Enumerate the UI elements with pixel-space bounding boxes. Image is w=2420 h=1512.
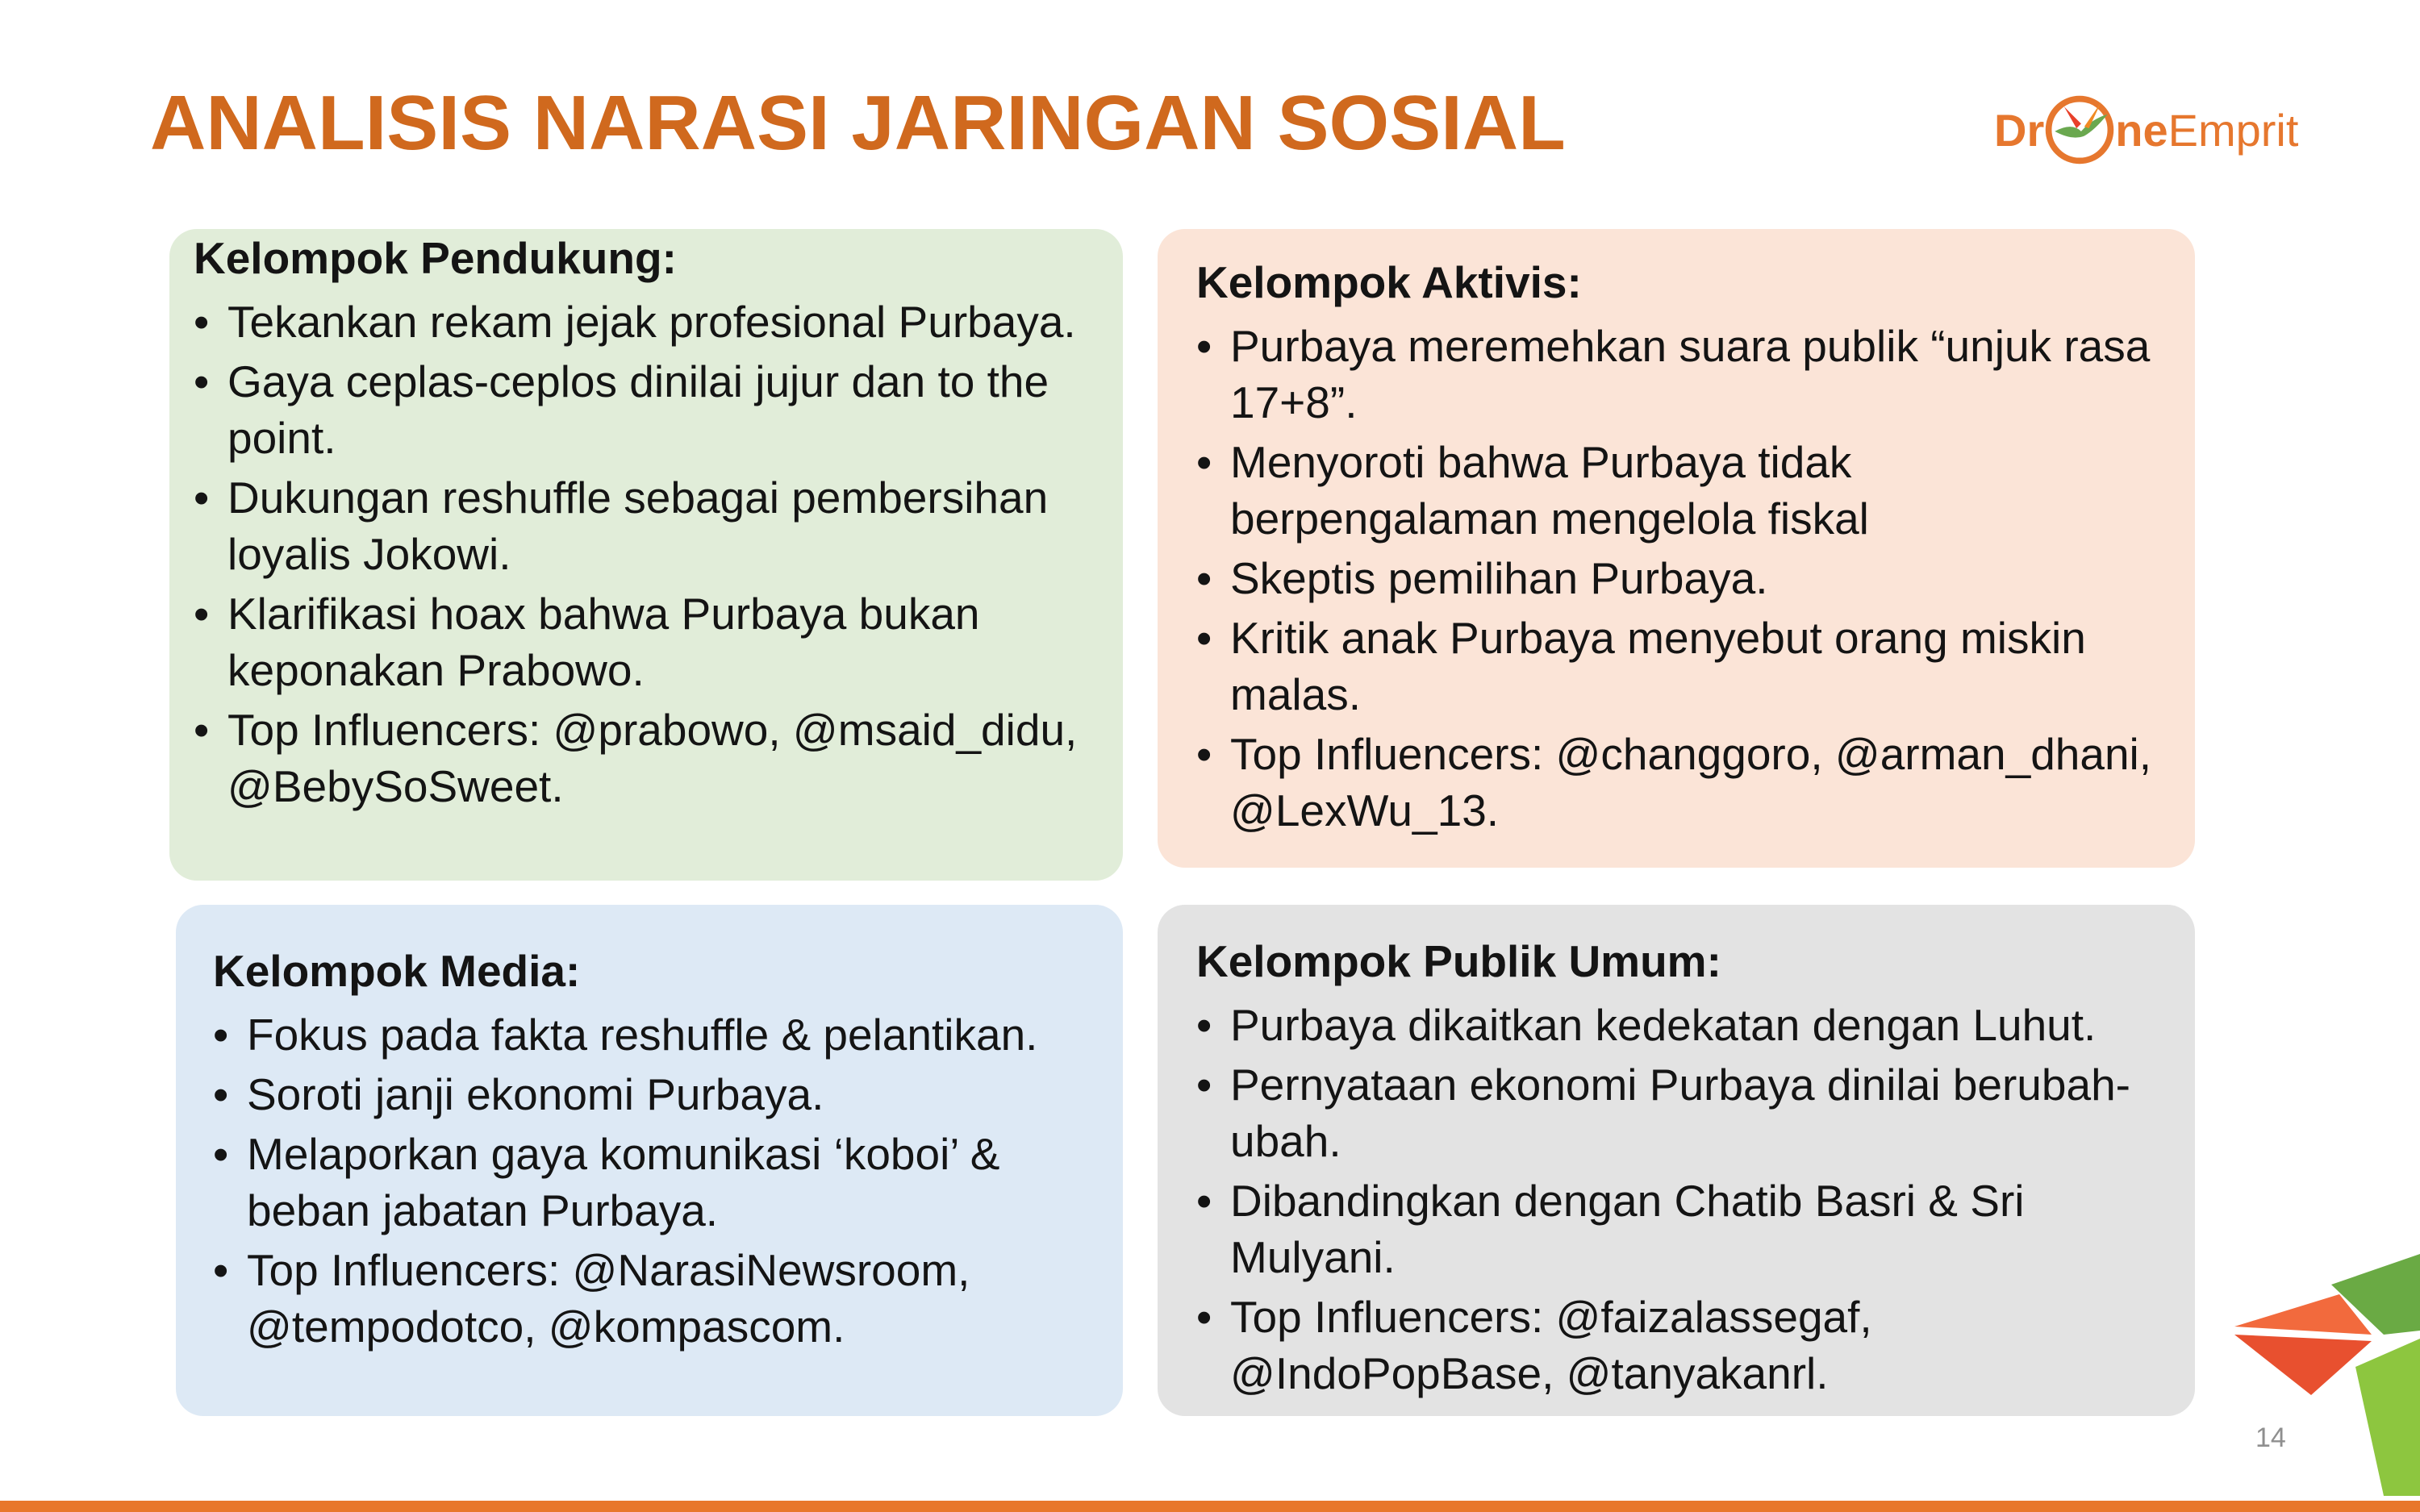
card-title: Kelompok Publik Umum: bbox=[1196, 936, 1721, 986]
list-item: • Dukungan reshuffle sebagai pembersihan loyalis Jokowi. bbox=[194, 469, 1107, 582]
list-item: • Top Influencers: @prabowo, @msaid_didu, @BebySoSweet. bbox=[194, 702, 1107, 814]
drone-emprit-bird-icon bbox=[2041, 91, 2118, 169]
list-item: • Tekankan rekam jejak profesional Purbaya. bbox=[194, 294, 1107, 350]
card-title: Kelompok Aktivis: bbox=[1196, 257, 1582, 307]
card-kelompok-aktivis bbox=[1158, 229, 2195, 868]
logo-text-dr: Dr bbox=[1994, 104, 2045, 156]
list-item: • Soroti janji ekonomi Purbaya. bbox=[213, 1066, 1107, 1123]
list-item: • Pernyataan ekonomi Purbaya dinilai berubah-ubah. bbox=[1196, 1056, 2163, 1169]
card-title: Kelompok Media: bbox=[213, 946, 581, 996]
list-item: • Purbaya dikaitkan kedekatan dengan Luhut. bbox=[1196, 997, 2163, 1053]
page-title: ANALISIS NARASI JARINGAN SOSIAL bbox=[150, 80, 1566, 166]
list-item: • Purbaya meremehkan suara publik “unjuk rasa 17+8”. bbox=[1196, 318, 2163, 431]
list-item: • Gaya ceplas-ceplos dinilai jujur dan to the point. bbox=[194, 353, 1107, 466]
list-item: • Melaporkan gaya komunikasi ‘koboi’ & beban jabatan Purbaya. bbox=[213, 1126, 1107, 1239]
list-item: • Dibandingkan dengan Chatib Basri & Sri Mulyani. bbox=[1196, 1173, 2163, 1285]
logo-text-ne: ne bbox=[2115, 104, 2168, 156]
drone-emprit-logo bbox=[1994, 85, 2298, 174]
card-kelompok-pendukung bbox=[169, 229, 1123, 881]
list-item: • Kritik anak Purbaya menyebut orang miskin malas. bbox=[1196, 610, 2163, 723]
list-item: • Menyoroti bahwa Purbaya tidak berpengalaman mengelola fiskal bbox=[1196, 434, 2163, 547]
page-number: 14 bbox=[2255, 1422, 2286, 1453]
list-item: • Klarifikasi hoax bahwa Purbaya bukan keponakan Prabowo. bbox=[194, 585, 1107, 698]
bottom-accent-bar bbox=[0, 1501, 2420, 1512]
corner-decoration bbox=[2234, 1254, 2420, 1496]
list-item: • Top Influencers: @changgoro, @arman_dhani, @LexWu_13. bbox=[1196, 726, 2163, 839]
bullet-list bbox=[1196, 997, 2163, 1402]
list-item: • Fokus pada fakta reshuffle & pelantikan. bbox=[213, 1006, 1107, 1063]
list-item: • Top Influencers: @faizalassegaf, @IndoPopBase, @tanyakanrl. bbox=[1196, 1289, 2163, 1402]
logo-text-emprit: Emprit bbox=[2168, 104, 2299, 156]
list-item: • Skeptis pemilihan Purbaya. bbox=[1196, 550, 2163, 606]
bullet-list bbox=[1196, 318, 2163, 839]
card-title: Kelompok Pendukung: bbox=[194, 233, 677, 283]
card-kelompok-publik-umum bbox=[1158, 905, 2195, 1416]
bullet-list bbox=[213, 1006, 1107, 1355]
list-item: • Top Influencers: @NarasiNewsroom, @tempodotco, @kompascom. bbox=[213, 1242, 1107, 1355]
card-kelompok-media bbox=[176, 905, 1123, 1416]
bullet-list bbox=[194, 294, 1107, 814]
